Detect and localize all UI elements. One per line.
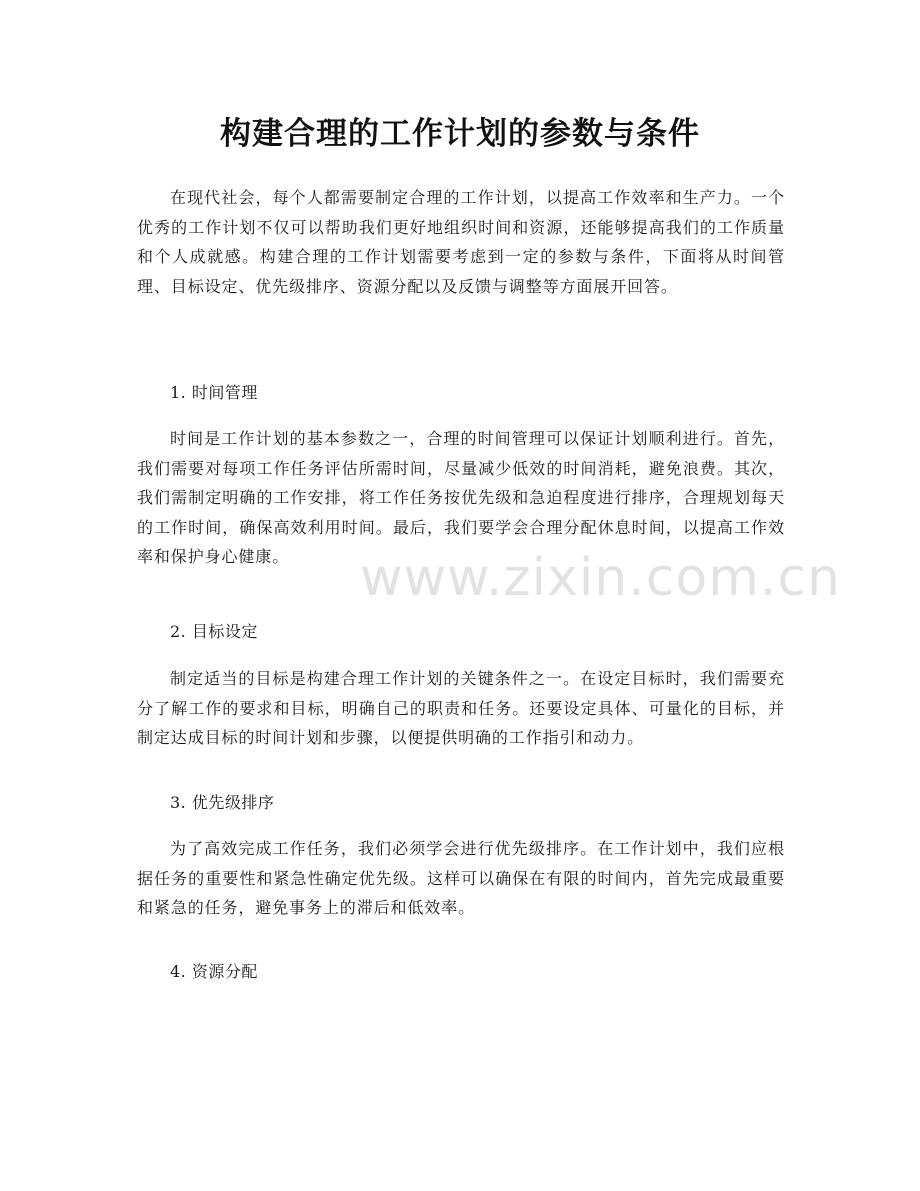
section-paragraph-goal-setting: 制定适当的目标是构建合理工作计划的关键条件之一。在设定目标时，我们需要充分了解工作的要求和目标，明确自己的职责和任务。还要设定具体、可量化的目标，并制定达成目标的时间计划和步骤，以便提供明确的工作指引和动力。: [137, 669, 785, 747]
intro-paragraph: 在现代社会，每个人都需要制定合理的工作计划，以提高工作效率和生产力。一个优秀的工作计划不仅可以帮助我们更好地组织时间和资源，还能够提高我们的工作质量和个人成就感。构建合理的工作计划需要考虑到一定的参数与条件，下面将从时间管理、目标设定、优先级排序、资源分配以及反馈与调整等方面展开回答。: [137, 188, 785, 296]
section-heading-time-management: 1. 时间管理: [170, 383, 258, 402]
section-heading-resource-allocation: 4. 资源分配: [170, 962, 258, 981]
section-heading-goal-setting: 2. 目标设定: [170, 622, 258, 641]
section-heading-priority: 3. 优先级排序: [170, 793, 275, 812]
section-paragraph-time-management: 时间是工作计划的基本参数之一，合理的时间管理可以保证计划顺利进行。首先，我们需要对每项工作任务评估所需时间，尽量减少低效的时间消耗，避免浪费。其次，我们需制定明确的工作安排，将工作任务按优先级和急迫程度进行排序，合理规划每天的工作时间，确保高效利用时间。最后，我们要学会合理分配休息时间，以提高工作效率和保护身心健康。: [137, 429, 785, 566]
watermark-text: www.zixin.com.cn: [360, 548, 841, 608]
document-title: 构建合理的工作计划的参数与条件: [220, 116, 700, 152]
section-paragraph-priority: 为了高效完成工作任务，我们必须学会进行优先级排序。在工作计划中，我们应根据任务的重要性和紧急性确定优先级。这样可以确保在有限的时间内，首先完成最重要和紧急的任务，避免事务上的滞后和低效率。: [137, 839, 785, 917]
